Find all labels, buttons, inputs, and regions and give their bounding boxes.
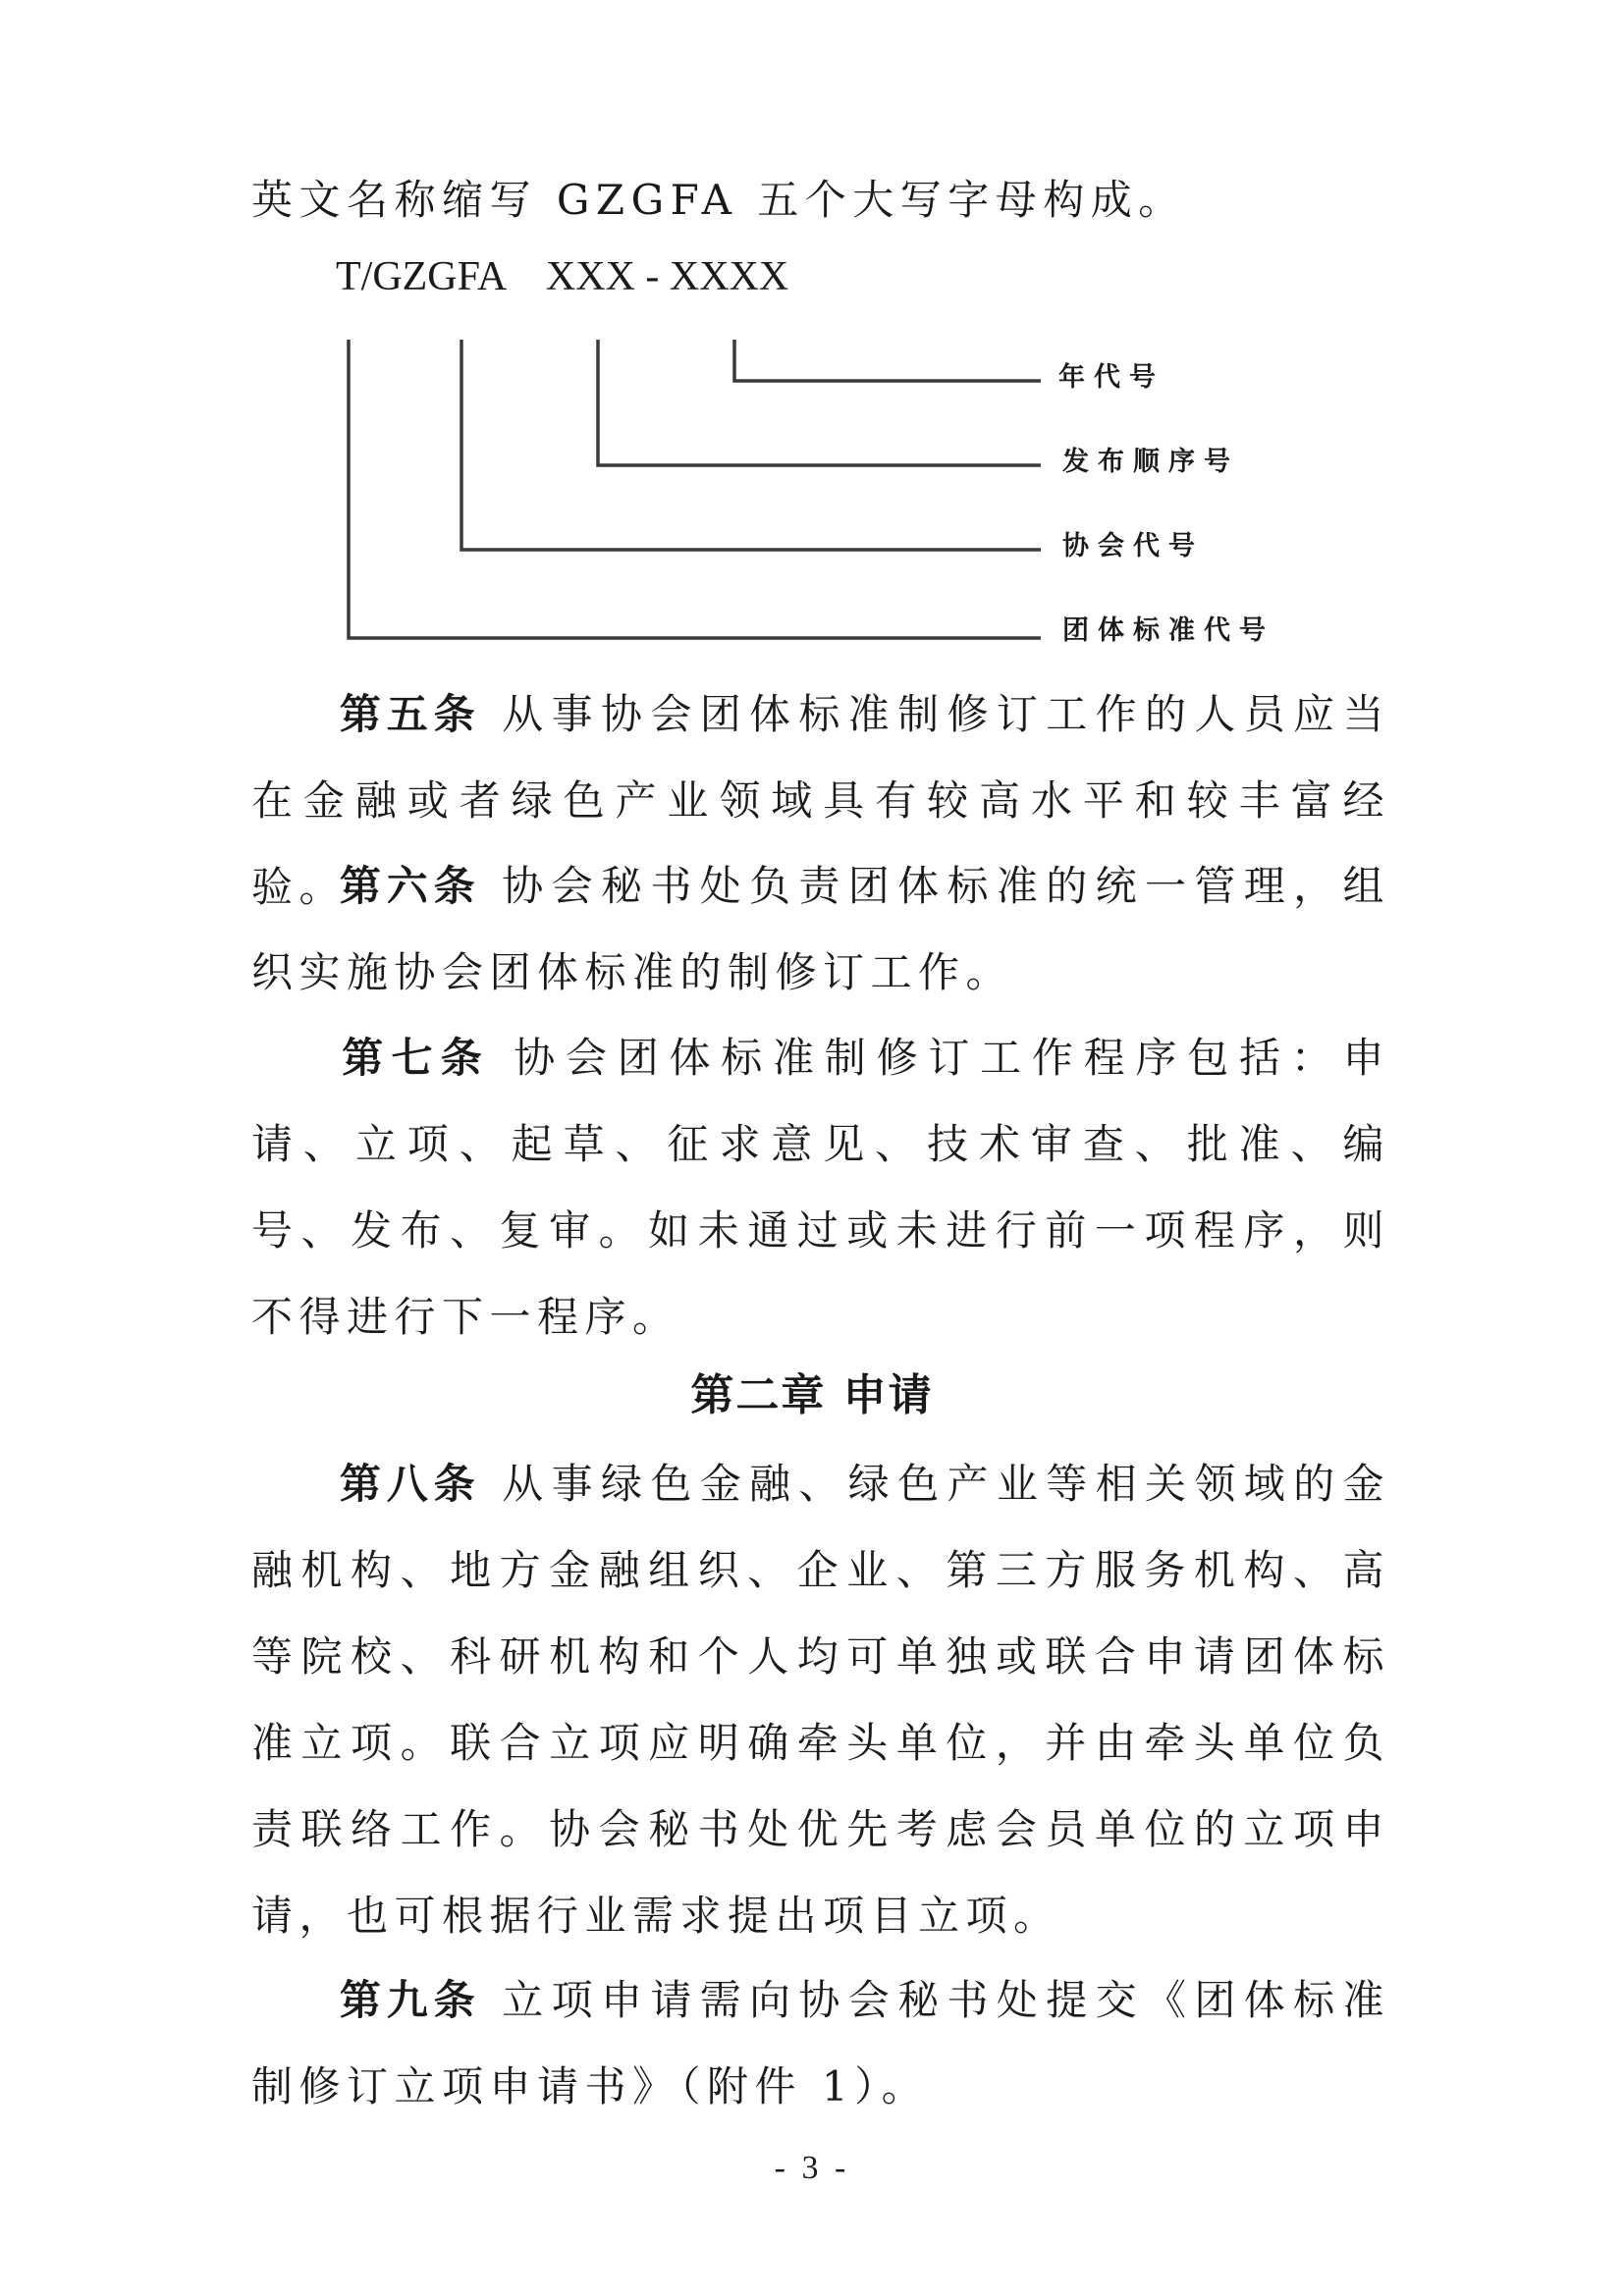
article-7-text: 协会团体标准制修订工作程序包括：申请、立项、起草、征求意见、技术审查、批准、编号、发布、复审。如未通过或未进行前一项程序，则不得进行下一程序。 (251, 1034, 1390, 1341)
article-7-label: 第七条 (338, 1034, 491, 1082)
bracket-sequence (598, 340, 1041, 465)
article-9 (251, 1957, 1390, 2130)
label-standard: 团体标准代号 (1062, 615, 1274, 646)
page-number: - 3 - (774, 2150, 850, 2186)
article-9-text: 立项申请需向协会秘书处提交《团体标准制修订立项申请书》（附件 1）。 (251, 1976, 1390, 2110)
article-8 (251, 1441, 1390, 1959)
article-9-label: 第九条 (338, 1976, 481, 2024)
bracket-standard (349, 340, 1041, 638)
code-format-line (336, 253, 788, 300)
label-association: 协会代号 (1062, 531, 1204, 561)
code-number: XXX - XXXX (545, 254, 789, 299)
label-year: 年代号 (1058, 362, 1164, 393)
article-6-label: 第六条 (338, 862, 481, 910)
article-6 (251, 843, 1390, 1016)
bracket-year (734, 340, 1041, 381)
intro-line: 英文名称缩写 GZGFA 五个大写字母构成。 (251, 176, 1186, 224)
article-6-text: 协会秘书处负责团体标准的统一管理，组织实施协会团体标准的制修订工作。 (251, 862, 1390, 996)
article-5-text: 从事协会团体标准制修订工作的人员应当在金融或者绿色产业领域具有较高水平和较丰富经验。 (251, 690, 1390, 911)
label-sequence: 发布顺序号 (1062, 447, 1239, 477)
article-8-text: 从事绿色金融、绿色产业等相关领域的金融机构、地方金融组织、企业、第三方服务机构、高等院校、科研机构和个人均可单独或联合申请团体标准立项。联合立项应明确牵头单位，并由牵头单位负责联络工作。协会秘书处优先考虑会员单位的立项申请，也可根据行业需求提出项目立项。 (251, 1460, 1390, 1940)
article-7 (251, 1015, 1390, 1361)
bracket-association (461, 340, 1041, 550)
article-5-label: 第五条 (338, 690, 481, 738)
article-8-label: 第八条 (338, 1460, 481, 1508)
code-prefix: T/GZGFA (336, 254, 505, 299)
chapter-title: 第二章 申请 (690, 1370, 934, 1420)
